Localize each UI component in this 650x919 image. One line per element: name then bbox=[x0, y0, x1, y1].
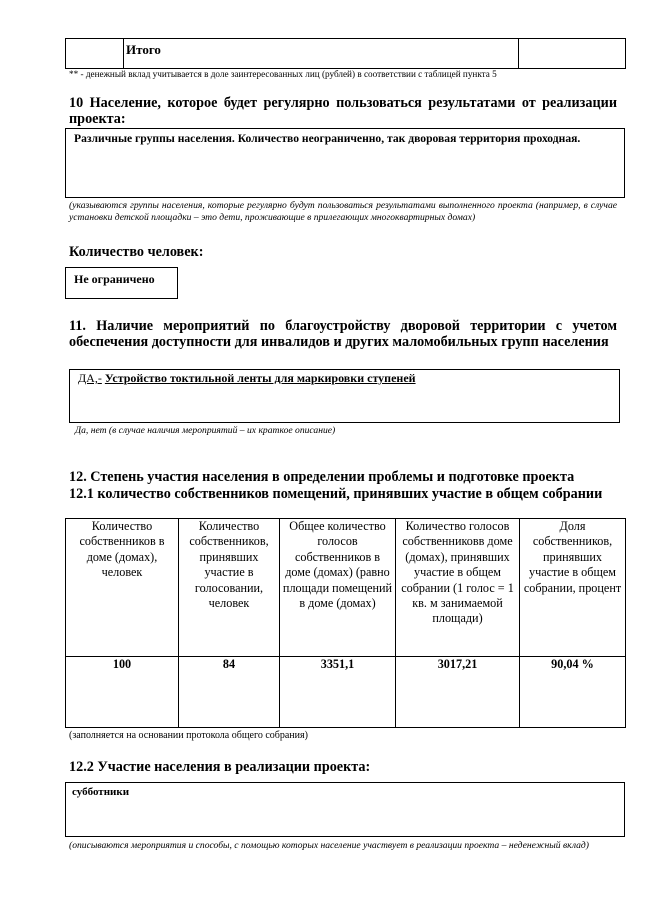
value-votes-total: 3351,1 bbox=[280, 657, 396, 728]
total-row-label: Итого bbox=[124, 39, 519, 69]
count-value: Не ограничено bbox=[74, 272, 155, 286]
header-share-percent: Доля собственников, принявших участие в общем собрании, процент bbox=[520, 519, 626, 657]
section11-answer-box bbox=[69, 369, 620, 423]
section11-title: 11. Наличие мероприятий по благоустройству дворовой территории с учетом обеспечения доступности для инвалидов и других маломобильных групп населения bbox=[69, 318, 617, 350]
section12-2-title: 12.2 Участие населения в реализации проекта: bbox=[69, 759, 371, 775]
section10-answer-box bbox=[65, 128, 625, 198]
table-note: (заполняется на основании протокола общего собрания) bbox=[69, 730, 308, 741]
section11-answer-text: Устройство токтильной ленты для маркировки ступеней bbox=[104, 371, 416, 385]
section10-hint: (указываются группы населения, которые регулярно будут пользоваться результатами выполненного проекта (например, в случае установки детской площадки – это дети, проживающие в прилегающих многоквартирных домах) bbox=[69, 200, 617, 223]
value-votes-participated: 3017,21 bbox=[396, 657, 520, 728]
section12-2-hint: (описываются мероприятия и способы, с помощью которых население участвует в реализации проекта – неденежный вклад) bbox=[69, 840, 589, 851]
value-share-percent: 90,04 % bbox=[520, 657, 626, 728]
count-title: Количество человек: bbox=[69, 244, 204, 260]
section12-2-answer-box bbox=[65, 782, 625, 837]
owners-table-value-row bbox=[66, 657, 626, 728]
section10-answer: Различные группы населения. Количество неограниченно, так дворовая территория проходная. bbox=[74, 132, 581, 145]
section10-title: 10 Население, которое будет регулярно пользоваться результатами от реализации проекта: bbox=[69, 95, 617, 127]
section12-subtitle: 12.1 количество собственников помещений, принявших участие в общем собрании bbox=[69, 486, 603, 502]
owners-table bbox=[65, 518, 626, 728]
header-owners-voted: Количество собственников, принявших участие в голосовании, человек bbox=[179, 519, 280, 657]
footnote: ** - денежный вклад учитывается в доле заинтересованных лиц (рублей) в соответствии с таблицей пункта 5 bbox=[69, 69, 497, 79]
section12-title: 12. Степень участия населения в определении проблемы и подготовке проекта bbox=[69, 469, 575, 485]
owners-table-header-row bbox=[66, 519, 626, 657]
count-box bbox=[65, 267, 178, 299]
header-votes-total: Общее количество голосов собственников в доме (домах) (равно площади помещений в доме (домах) bbox=[280, 519, 396, 657]
value-owners-total: 100 bbox=[66, 657, 179, 728]
section11-hint: Да, нет (в случае наличия мероприятий – их краткое описание) bbox=[75, 425, 336, 436]
section11-answer bbox=[78, 371, 416, 386]
top-total-table bbox=[65, 38, 626, 69]
section12-2-answer: субботники bbox=[72, 786, 130, 798]
header-owners-total: Количество собственников в доме (домах), человек bbox=[66, 519, 179, 657]
total-row-number-cell bbox=[66, 39, 124, 69]
value-owners-voted: 84 bbox=[179, 657, 280, 728]
section11-answer-prefix: ДА,- bbox=[78, 371, 102, 385]
header-votes-participated: Количество голосов собственниковв доме (домах), принявших участие в общем собрании (1 голос = 1 кв. м занимаемой площади) bbox=[396, 519, 520, 657]
total-row-value-cell bbox=[519, 39, 626, 69]
